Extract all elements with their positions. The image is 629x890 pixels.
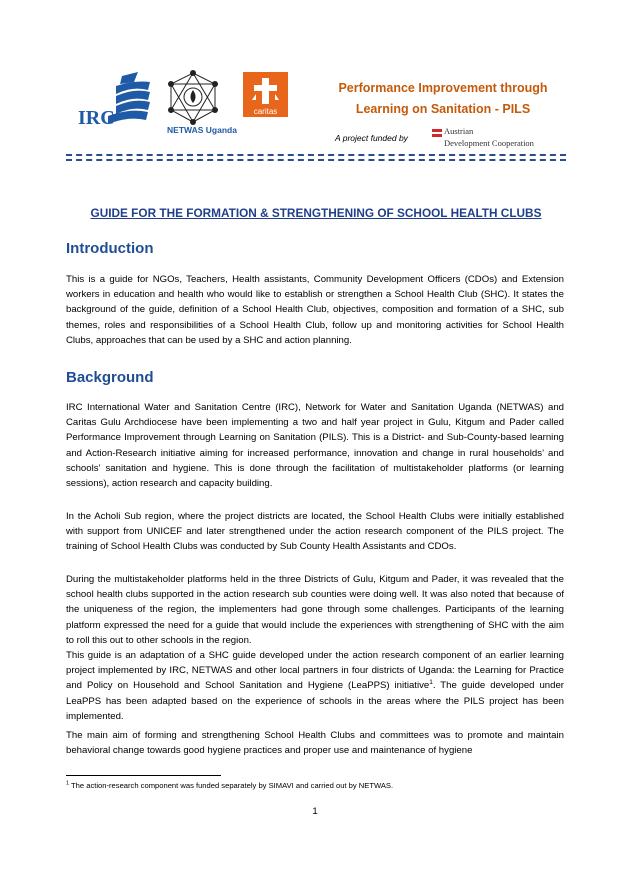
ada-logo xyxy=(430,125,558,151)
project-title xyxy=(318,78,568,120)
footnote-marker: 1 xyxy=(66,780,70,787)
footnote-reference: 1 xyxy=(429,679,433,687)
irc-logo xyxy=(78,72,168,132)
header-divider xyxy=(66,159,566,161)
project-title-line1: Performance Improvement through xyxy=(338,81,548,95)
document-title: GUIDE FOR THE FORMATION & STRENGTHENING OF SCHOOL HEALTH CLUBS xyxy=(90,206,542,220)
ada-logo-line1: Austrian xyxy=(444,126,474,136)
caritas-logo xyxy=(243,72,288,117)
footnote xyxy=(66,781,393,790)
footnote-divider xyxy=(66,775,221,776)
caritas-logo-text: caritas xyxy=(253,107,278,116)
background-paragraph-4-text-end: . The guide developed under LeaPPS has been adapted based on the experience of schools in the areas where the PILS project has been implemented. xyxy=(66,680,564,722)
ada-bar-icon xyxy=(432,134,442,137)
background-paragraph-4-text: This guide is an adaptation of a SHC guide developed under the action research component of an earlier learning project implemented by IRC, NETWAS and other local partners in four districts of Uganda: the Learning for Practice and Policy on Household and School Sanitation and Hygiene (LeaPPS) initiative xyxy=(66,650,564,692)
background-paragraph-3 xyxy=(66,572,564,724)
background-heading: Background xyxy=(66,369,154,386)
header-divider xyxy=(66,154,566,156)
netwas-caption: NETWAS Uganda xyxy=(167,125,237,135)
funded-by-label: A project funded by xyxy=(335,133,408,143)
background-paragraph-5: The main aim of forming and strengthening School Health Clubs and committees was to promote and maintain behavioral change towards good hygiene practices and proper use and maintenance of hygiene xyxy=(66,730,564,757)
background-paragraph-2: In the Acholi Sub region, where the project districts are located, the School Health Clubs were initially established with support from UNICEF and later strengthened under the action research component of the PILS project. The training of School Health Clubs was conducted by Sub County Health Assistants and CDOs. xyxy=(66,511,564,553)
ada-bar-icon xyxy=(432,129,442,132)
background-paragraph-3-text: During the multistakeholder platforms held in the three Districts of Gulu, Kitgum and Pader, it was revealed that the school health clubs supported in the action research sub counties were doing well. It was also noted that because of the uniqueness of the region, the implementers had gone through some challenges. Participants of the learning platform expressed the need for a guide that would include the experiences with strengthening of SHC with the aim to roll this out to other schools in the region. xyxy=(66,574,564,646)
background-paragraph-1: IRC International Water and Sanitation Centre (IRC), Network for Water and Sanitation Uganda (NETWAS) and Caritas Gulu Archdiocese have been implementing a two and half year project in Gulu, Kitgum and Pader called Performance Improvement through Learning on Sanitation (PILS). This is a District- and Sub-County-based learning and Action-Research initiative aiming for increased performance, innovation and change in rural households’ and schools’ sanitation and hygiene. This is done through the facilitation of multistakeholder platforms (or learning sessions), action research and capacity building. xyxy=(66,402,564,490)
netwas-logo xyxy=(163,70,223,125)
footnote-text: The action-research component was funded separately by SIMAVI and carried out by NETWAS. xyxy=(69,781,394,790)
page-number: 1 xyxy=(312,806,318,817)
irc-logo-text: IRC xyxy=(78,107,115,129)
ada-logo-line2: Development Cooperation xyxy=(444,138,534,148)
introduction-paragraph: This is a guide for NGOs, Teachers, Health assistants, Community Development Officers (CDOs) and Extension workers in education and health who would like to establish or strengthen a School Health Club (SHC). It states the background of the guide, definition of a School Health Club, objectives, composition and formation of a SHC, sub themes, roles and responsibilities of a School Health Club, follow up and monitoring activities for School Health Clubs, approaches that can be used by a SHC and action planning. xyxy=(66,274,564,346)
introduction-heading: Introduction xyxy=(66,240,154,257)
project-title-line2: Learning on Sanitation - PILS xyxy=(355,102,531,116)
